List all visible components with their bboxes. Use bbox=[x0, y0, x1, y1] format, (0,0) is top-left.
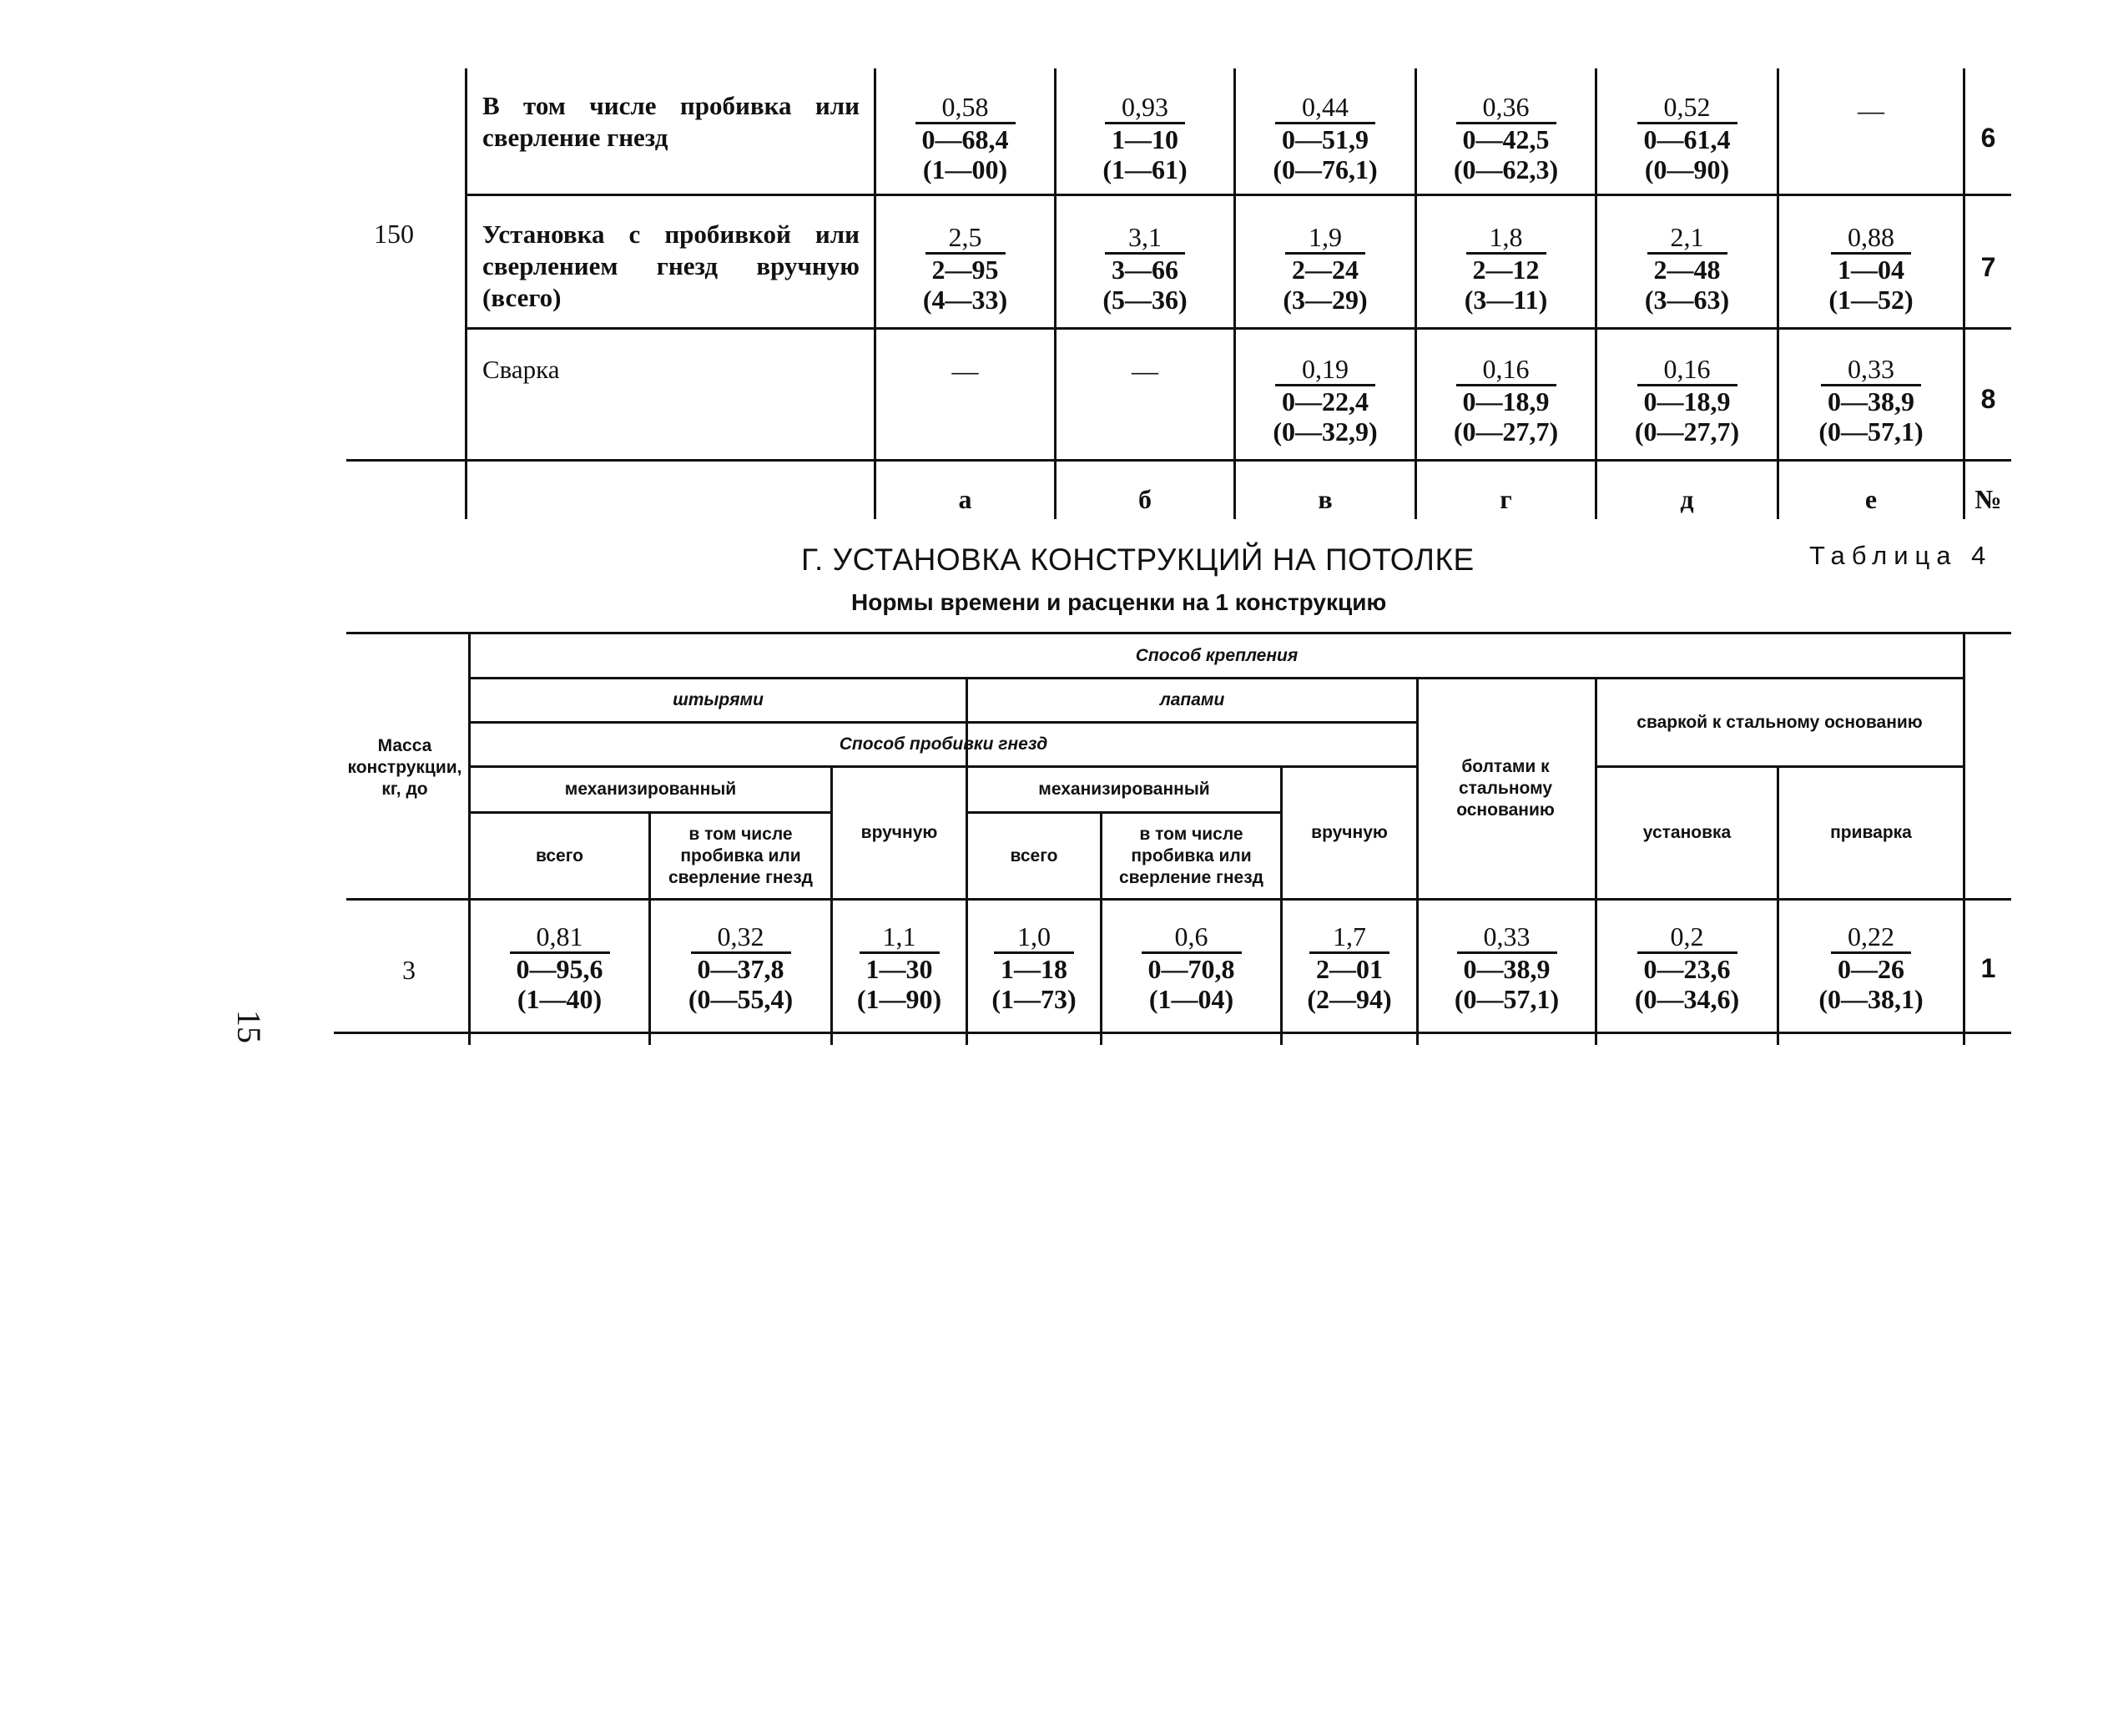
punching-method-header: Способ пробивки гнезд bbox=[839, 734, 1048, 754]
dash-value: — bbox=[1132, 355, 1158, 386]
norm-value: 1,9 2—24 (3—29) bbox=[1283, 222, 1368, 315]
column-letter: г bbox=[1500, 483, 1512, 514]
norm-value: 0,81 0—95,6 (1—40) bbox=[471, 921, 648, 1014]
row-number: 1 bbox=[1980, 952, 1996, 983]
row-number: 7 bbox=[1980, 251, 1996, 282]
row-label: Сварка bbox=[482, 355, 560, 384]
group-number: 150 bbox=[374, 219, 414, 249]
norm-value: 0,32 0—37,8 (0—55,4) bbox=[688, 921, 794, 1014]
manual-header: вручную bbox=[860, 823, 938, 842]
welding-on-header: приварка bbox=[1830, 823, 1912, 842]
including-header: в том числе пробивка или сверление гнезд bbox=[1118, 824, 1264, 887]
divider bbox=[465, 68, 467, 519]
mechanized-header: механизированный bbox=[564, 780, 737, 799]
divider bbox=[346, 898, 2011, 901]
page-number: 15 bbox=[230, 1010, 268, 1043]
norm-value: 1,8 2—12 (3—11) bbox=[1464, 222, 1548, 315]
norm-value: 0,93 1—10 (1—61) bbox=[1102, 92, 1188, 184]
norm-value: 0,36 0—42,5 (0—62,3) bbox=[1453, 92, 1559, 184]
mass-header: Масса конструкции, кг, до bbox=[347, 736, 462, 799]
row-number: 8 bbox=[1980, 383, 1996, 414]
norm-value: 1,1 1—30 (1—90) bbox=[856, 921, 942, 1014]
dash-value: — bbox=[951, 355, 979, 386]
pins-header: штырями bbox=[673, 690, 764, 709]
norm-value: 0,2 0—23,6 (0—34,6) bbox=[1634, 921, 1740, 1014]
row-label: В том числе пробивка или сверление гнезд bbox=[482, 91, 860, 152]
row-label: Установка с пробивкой или сверлением гнезд вручную (всего) bbox=[482, 220, 860, 312]
bolts-header: болтами к стальному основанию bbox=[1456, 757, 1555, 820]
section-title: Г. УСТАНОВКА КОНСТРУКЦИЙ НА ПОТОЛКЕ bbox=[801, 542, 1475, 577]
norm-value: 1,0 1—18 (1—73) bbox=[991, 921, 1077, 1014]
manual-header: вручную bbox=[1311, 823, 1388, 842]
norm-value: 0,16 0—18,9 (0—27,7) bbox=[1634, 354, 1740, 447]
fastening-method-header: Способ крепления bbox=[1135, 645, 1299, 665]
paws-header: лапами bbox=[1159, 690, 1225, 709]
total-header: всего bbox=[535, 845, 584, 865]
norm-value: 0,58 0—68,4 (1—00) bbox=[876, 92, 1054, 184]
total-header: всего bbox=[1010, 845, 1058, 865]
welding-base-header: сваркой к стальному основанию bbox=[1637, 712, 1923, 732]
row-number: 6 bbox=[1980, 122, 1996, 153]
norm-value: 0,44 0—51,9 (0—76,1) bbox=[1273, 92, 1378, 184]
norm-value: 0,19 0—22,4 (0—32,9) bbox=[1273, 354, 1378, 447]
including-header: в том числе пробивка или сверление гнезд bbox=[668, 824, 814, 887]
table-label: Таблица 4 bbox=[1809, 541, 1993, 570]
divider bbox=[346, 459, 2011, 462]
section-subtitle: Нормы времени и расценки на 1 конструкцию bbox=[851, 589, 1387, 615]
norm-value: 0,6 0—70,8 (1—04) bbox=[1102, 921, 1280, 1014]
norm-value: 1,7 2—01 (2—94) bbox=[1307, 921, 1392, 1014]
installation-header: установка bbox=[1642, 823, 1732, 842]
column-letter: а bbox=[958, 483, 972, 514]
mass-value: 3 bbox=[402, 954, 416, 985]
column-letter: е bbox=[1864, 483, 1878, 514]
divider bbox=[465, 327, 2011, 330]
norm-value: 2,5 2—95 (4—33) bbox=[922, 222, 1008, 315]
mechanized-header: механизированный bbox=[1038, 780, 1210, 799]
norm-value: 0,33 0—38,9 (0—57,1) bbox=[1818, 354, 1924, 447]
norm-value: 0,33 0—38,9 (0—57,1) bbox=[1454, 921, 1560, 1014]
divider bbox=[465, 194, 2011, 196]
norm-value: 3,1 3—66 (5—36) bbox=[1102, 222, 1188, 315]
num-header: № bbox=[1974, 483, 2002, 514]
column-letter: в bbox=[1318, 483, 1333, 514]
norm-value: 0,22 0—26 (0—38,1) bbox=[1818, 921, 1924, 1014]
column-letter: б bbox=[1138, 483, 1152, 514]
norm-value: 0,16 0—18,9 (0—27,7) bbox=[1453, 354, 1559, 447]
dash-value: — bbox=[1858, 94, 1884, 125]
norm-value: 2,1 2—48 (3—63) bbox=[1644, 222, 1730, 315]
column-letter: д bbox=[1680, 483, 1694, 514]
norm-value: 0,88 1—04 (1—52) bbox=[1828, 222, 1914, 315]
divider bbox=[334, 1032, 2011, 1034]
norm-value: 0,52 0—61,4 (0—90) bbox=[1597, 92, 1777, 184]
